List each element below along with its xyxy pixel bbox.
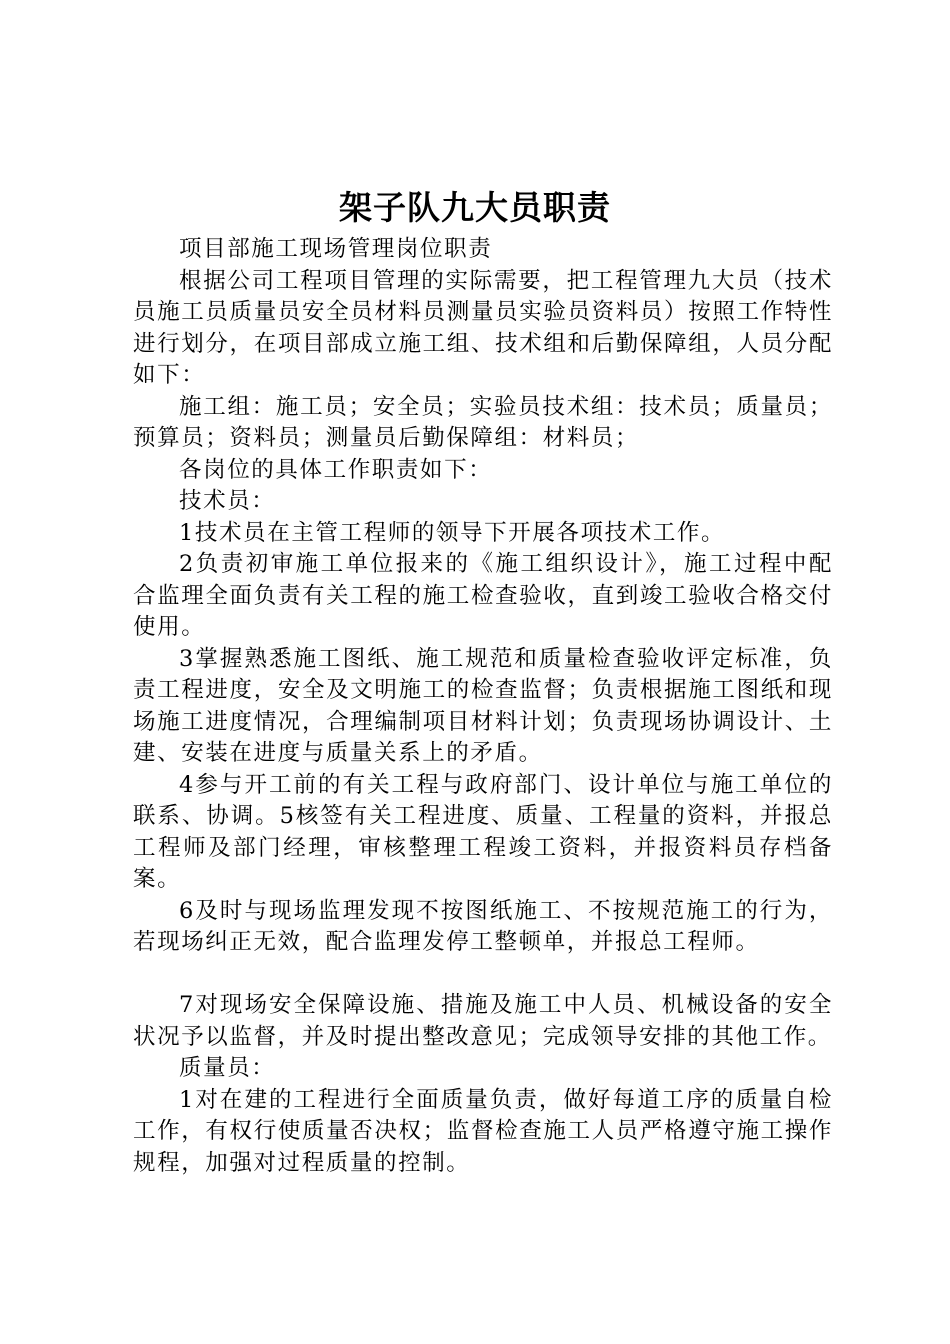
paragraph-item: 4参与开工前的有关工程与政府部门、设计单位与施工单位的联系、协调。5核签有关工程进度、质量、工程量的资料，并报总工程师及部门经理，审核整理工程竣工资料，并报资料员存档备案。 xyxy=(133,771,833,892)
paragraph-item: 1对在建的工程进行全面质量负责，做好每道工序的质量自检工作，有权行使质量否决权；监督检查施工人员严格遵守施工操作规程，加强对过程质量的控制。 xyxy=(133,1086,833,1176)
section-technician: 技术员： xyxy=(179,488,276,514)
paragraph-item: 6及时与现场监理发现不按图纸施工、不按规范施工的行为，若现场纠正无效，配合监理发停工整顿单，并报总工程师。 xyxy=(133,897,833,955)
paragraph-groups: 施工组：施工员；安全员；实验员技术组：技术员；质量员；预算员；资料员；测量员后勤保障组：材料员； xyxy=(133,393,833,451)
document-body xyxy=(133,234,833,1179)
section-quality-inspector: 质量员： xyxy=(179,1055,276,1081)
paragraph-item: 2负责初审施工单位报来的《施工组织设计》，施工过程中配合监理全面负责有关工程的施工检查验收，直到竣工验收合格交付使用。 xyxy=(133,551,833,640)
paragraph-item: 3掌握熟悉施工图纸、施工规范和质量检查验收评定标准，负责工程进度，安全及文明施工的检查监督；负责根据施工图纸和现场施工进度情况，合理编制项目材料计划；负责现场协调设计、土建、安装在进度与质量关系上的矛盾。 xyxy=(133,645,833,766)
document-title: 架子队九大员职责 xyxy=(339,188,611,227)
paragraph-heading: 项目部施工现场管理岗位职责 xyxy=(179,236,493,262)
paragraph-item: 7对现场安全保障设施、措施及施工中人员、机械设备的安全状况予以监督，并及时提出整改意见；完成领导安排的其他工作。 xyxy=(133,992,833,1050)
paragraph-intro: 根据公司工程项目管理的实际需要，把工程管理九大员（技术员施工员质量员安全员材料员测量员实验员资料员）按照工作特性进行划分，在项目部成立施工组、技术组和后勤保障组，人员分配如下： xyxy=(133,267,833,388)
paragraph-item: 1技术员在主管工程师的领导下开展各项技术工作。 xyxy=(179,519,726,546)
paragraph-duties-intro: 各岗位的具体工作职责如下： xyxy=(179,456,493,483)
